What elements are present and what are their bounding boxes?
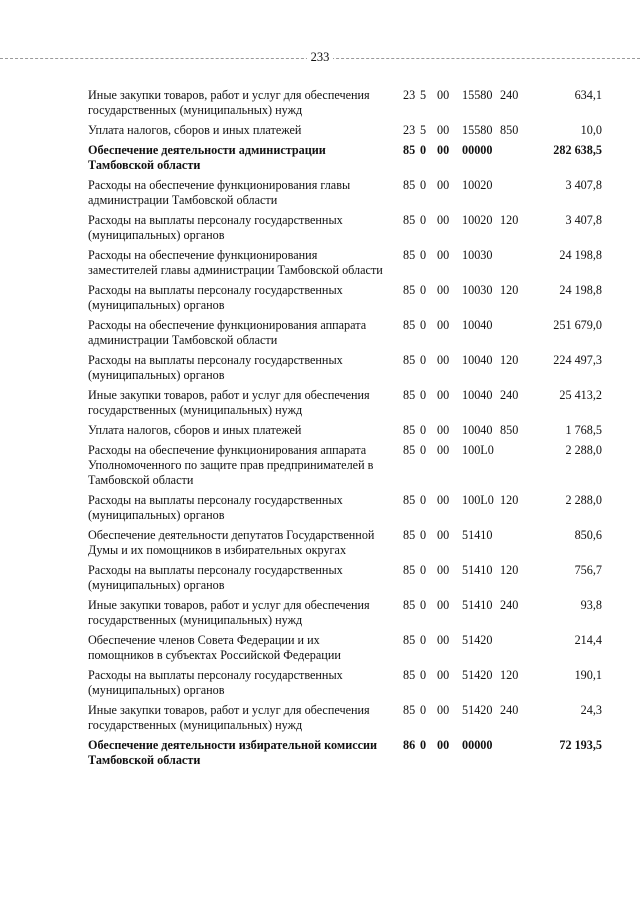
- code-direction: 00000: [462, 143, 493, 157]
- page-number-text: 233: [307, 50, 334, 64]
- code-expense-type: 120: [500, 668, 519, 682]
- code-program: 85: [403, 668, 416, 682]
- code-program: 85: [403, 248, 416, 262]
- code-subprogram: 0: [420, 388, 427, 402]
- code-subprogram: 0: [420, 353, 427, 367]
- row-codes: [0, 528, 640, 543]
- code-program: 85: [403, 143, 416, 157]
- code-program: 86: [403, 738, 416, 752]
- code-expense-type: 850: [500, 123, 519, 137]
- code-group: 00: [437, 563, 450, 577]
- code-program: 85: [403, 703, 416, 717]
- code-direction: 51420: [462, 633, 493, 647]
- row-description: Расходы на выплаты персоналу государственных (муниципальных) органов: [88, 213, 343, 242]
- table-row: [0, 353, 640, 383]
- row-codes: [0, 443, 640, 458]
- row-amount: 24,3: [580, 703, 602, 717]
- code-direction: 15580: [462, 88, 493, 102]
- table-row: [0, 213, 640, 243]
- code-subprogram: 0: [420, 213, 427, 227]
- code-program: 85: [403, 283, 416, 297]
- table-row: [0, 598, 640, 628]
- table-row: [0, 493, 640, 523]
- code-group: 00: [437, 703, 450, 717]
- code-program: 85: [403, 493, 416, 507]
- code-direction: 100L0: [462, 443, 494, 457]
- table-row: [0, 143, 640, 173]
- row-codes: [0, 423, 640, 438]
- row-codes: [0, 143, 640, 158]
- table-row: [0, 423, 640, 438]
- table-row: [0, 738, 640, 768]
- row-amount: 2 288,0: [565, 493, 602, 507]
- code-group: 00: [437, 388, 450, 402]
- code-program: 85: [403, 213, 416, 227]
- row-description: Уплата налогов, сборов и иных платежей: [88, 123, 302, 137]
- code-group: 00: [437, 283, 450, 297]
- row-amount: 282 638,5: [553, 143, 602, 157]
- row-amount: 634,1: [574, 88, 602, 102]
- code-group: 00: [437, 123, 450, 137]
- code-subprogram: 0: [420, 318, 427, 332]
- row-description: Уплата налогов, сборов и иных платежей: [88, 423, 302, 437]
- code-subprogram: 0: [420, 738, 427, 752]
- row-description: Расходы на выплаты персоналу государственных (муниципальных) органов: [88, 493, 343, 522]
- row-amount: 25 413,2: [559, 388, 602, 402]
- code-expense-type: 120: [500, 283, 519, 297]
- table-row: [0, 178, 640, 208]
- code-program: 85: [403, 633, 416, 647]
- code-subprogram: 5: [420, 123, 427, 137]
- row-description: Иные закупки товаров, работ и услуг для обеспечения государственных (муниципальных) нужд: [88, 388, 370, 417]
- row-amount: 3 407,8: [565, 213, 602, 227]
- code-program: 85: [403, 388, 416, 402]
- row-codes: [0, 493, 640, 508]
- code-program: 85: [403, 528, 416, 542]
- code-direction: 51410: [462, 563, 493, 577]
- row-amount: 24 198,8: [559, 248, 602, 262]
- budget-table: [0, 88, 640, 773]
- table-row: [0, 668, 640, 698]
- row-amount: 10,0: [580, 123, 602, 137]
- row-amount: 251 679,0: [553, 318, 602, 332]
- row-codes: [0, 353, 640, 368]
- code-subprogram: 0: [420, 248, 427, 262]
- code-subprogram: 0: [420, 143, 427, 157]
- code-direction: 51420: [462, 703, 493, 717]
- row-codes: [0, 388, 640, 403]
- code-group: 00: [437, 248, 450, 262]
- code-program: 85: [403, 423, 416, 437]
- code-group: 00: [437, 443, 450, 457]
- row-codes: [0, 633, 640, 648]
- row-codes: [0, 738, 640, 753]
- row-description: Обеспечение членов Совета Федерации и их помощников в субъектах Российской Федерации: [88, 633, 341, 662]
- row-description: Обеспечение деятельности избирательной комиссии Тамбовской области: [88, 738, 378, 767]
- row-amount: 3 407,8: [565, 178, 602, 192]
- row-codes: [0, 563, 640, 578]
- row-codes: [0, 178, 640, 193]
- row-description: Иные закупки товаров, работ и услуг для обеспечения государственных (муниципальных) нужд: [88, 88, 370, 117]
- code-expense-type: 120: [500, 563, 519, 577]
- row-description: Иные закупки товаров, работ и услуг для обеспечения государственных (муниципальных) нужд: [88, 703, 370, 732]
- row-amount: 2 288,0: [565, 443, 602, 457]
- row-description: Расходы на обеспечение функционирования главы администрации Тамбовской области: [88, 178, 351, 207]
- code-direction: 10040: [462, 353, 493, 367]
- row-description: Расходы на выплаты персоналу государственных (муниципальных) органов: [88, 668, 343, 697]
- code-direction: 100L0: [462, 493, 494, 507]
- row-description: Расходы на обеспечение функционирования заместителей главы администрации Тамбовской области: [88, 248, 383, 277]
- code-group: 00: [437, 598, 450, 612]
- row-codes: [0, 598, 640, 613]
- code-group: 00: [437, 143, 450, 157]
- code-direction: 00000: [462, 738, 493, 752]
- code-program: 23: [403, 88, 416, 102]
- code-group: 00: [437, 178, 450, 192]
- table-row: [0, 283, 640, 313]
- row-amount: 850,6: [574, 528, 602, 542]
- table-row: [0, 703, 640, 733]
- row-codes: [0, 668, 640, 683]
- row-amount: 190,1: [574, 668, 602, 682]
- row-description: Расходы на выплаты персоналу государственных (муниципальных) органов: [88, 563, 343, 592]
- code-subprogram: 5: [420, 88, 427, 102]
- code-expense-type: 120: [500, 353, 519, 367]
- code-direction: 10030: [462, 248, 493, 262]
- code-subprogram: 0: [420, 283, 427, 297]
- code-subprogram: 0: [420, 423, 427, 437]
- row-codes: [0, 703, 640, 718]
- table-row: [0, 123, 640, 138]
- row-amount: 214,4: [574, 633, 602, 647]
- code-direction: 15580: [462, 123, 493, 137]
- row-amount: 93,8: [580, 598, 602, 612]
- code-subprogram: 0: [420, 633, 427, 647]
- code-subprogram: 0: [420, 668, 427, 682]
- code-group: 00: [437, 353, 450, 367]
- code-program: 85: [403, 598, 416, 612]
- code-expense-type: 850: [500, 423, 519, 437]
- row-amount: 24 198,8: [559, 283, 602, 297]
- code-direction: 51410: [462, 598, 493, 612]
- code-program: 85: [403, 443, 416, 457]
- page-number: [0, 50, 640, 65]
- code-program: 85: [403, 353, 416, 367]
- code-group: 00: [437, 88, 450, 102]
- table-row: [0, 318, 640, 348]
- row-description: Иные закупки товаров, работ и услуг для обеспечения государственных (муниципальных) нужд: [88, 598, 370, 627]
- code-subprogram: 0: [420, 178, 427, 192]
- row-amount: 72 193,5: [559, 738, 602, 752]
- code-direction: 10030: [462, 283, 493, 297]
- row-codes: [0, 248, 640, 263]
- table-row: [0, 443, 640, 488]
- row-codes: [0, 123, 640, 138]
- row-description: Обеспечение деятельности администрации Тамбовской области: [88, 143, 326, 172]
- table-row: [0, 248, 640, 278]
- code-subprogram: 0: [420, 598, 427, 612]
- code-direction: 10040: [462, 388, 493, 402]
- code-direction: 51420: [462, 668, 493, 682]
- code-subprogram: 0: [420, 528, 427, 542]
- code-subprogram: 0: [420, 443, 427, 457]
- code-program: 85: [403, 178, 416, 192]
- code-program: 23: [403, 123, 416, 137]
- code-subprogram: 0: [420, 563, 427, 577]
- row-codes: [0, 318, 640, 333]
- row-amount: 224 497,3: [553, 353, 602, 367]
- table-row: [0, 388, 640, 418]
- table-row: [0, 528, 640, 558]
- row-description: Расходы на выплаты персоналу государственных (муниципальных) органов: [88, 283, 343, 312]
- row-amount: 756,7: [574, 563, 602, 577]
- code-group: 00: [437, 318, 450, 332]
- row-description: Расходы на выплаты персоналу государственных (муниципальных) органов: [88, 353, 343, 382]
- code-subprogram: 0: [420, 703, 427, 717]
- code-program: 85: [403, 318, 416, 332]
- code-expense-type: 240: [500, 88, 519, 102]
- code-group: 00: [437, 423, 450, 437]
- code-expense-type: 240: [500, 388, 519, 402]
- code-expense-type: 240: [500, 703, 519, 717]
- code-program: 85: [403, 563, 416, 577]
- code-group: 00: [437, 738, 450, 752]
- table-row: [0, 633, 640, 663]
- row-amount: 1 768,5: [565, 423, 602, 437]
- code-direction: 10040: [462, 423, 493, 437]
- table-row: [0, 88, 640, 118]
- code-expense-type: 240: [500, 598, 519, 612]
- code-direction: 51410: [462, 528, 493, 542]
- code-group: 00: [437, 633, 450, 647]
- code-direction: 10020: [462, 213, 493, 227]
- code-direction: 10020: [462, 178, 493, 192]
- code-group: 00: [437, 213, 450, 227]
- code-group: 00: [437, 668, 450, 682]
- code-group: 00: [437, 528, 450, 542]
- row-codes: [0, 88, 640, 103]
- code-expense-type: 120: [500, 213, 519, 227]
- code-subprogram: 0: [420, 493, 427, 507]
- code-direction: 10040: [462, 318, 493, 332]
- code-expense-type: 120: [500, 493, 519, 507]
- row-codes: [0, 213, 640, 228]
- code-group: 00: [437, 493, 450, 507]
- row-codes: [0, 283, 640, 298]
- row-description: Расходы на обеспечение функционирования аппарата администрации Тамбовской области: [88, 318, 367, 347]
- row-description: Обеспечение деятельности депутатов Государственной Думы и их помощников в избирательных округах: [88, 528, 375, 557]
- table-row: [0, 563, 640, 593]
- row-description: Расходы на обеспечение функционирования аппарата Уполномоченного по защите прав предпринимателей в Тамбовской области: [88, 443, 374, 487]
